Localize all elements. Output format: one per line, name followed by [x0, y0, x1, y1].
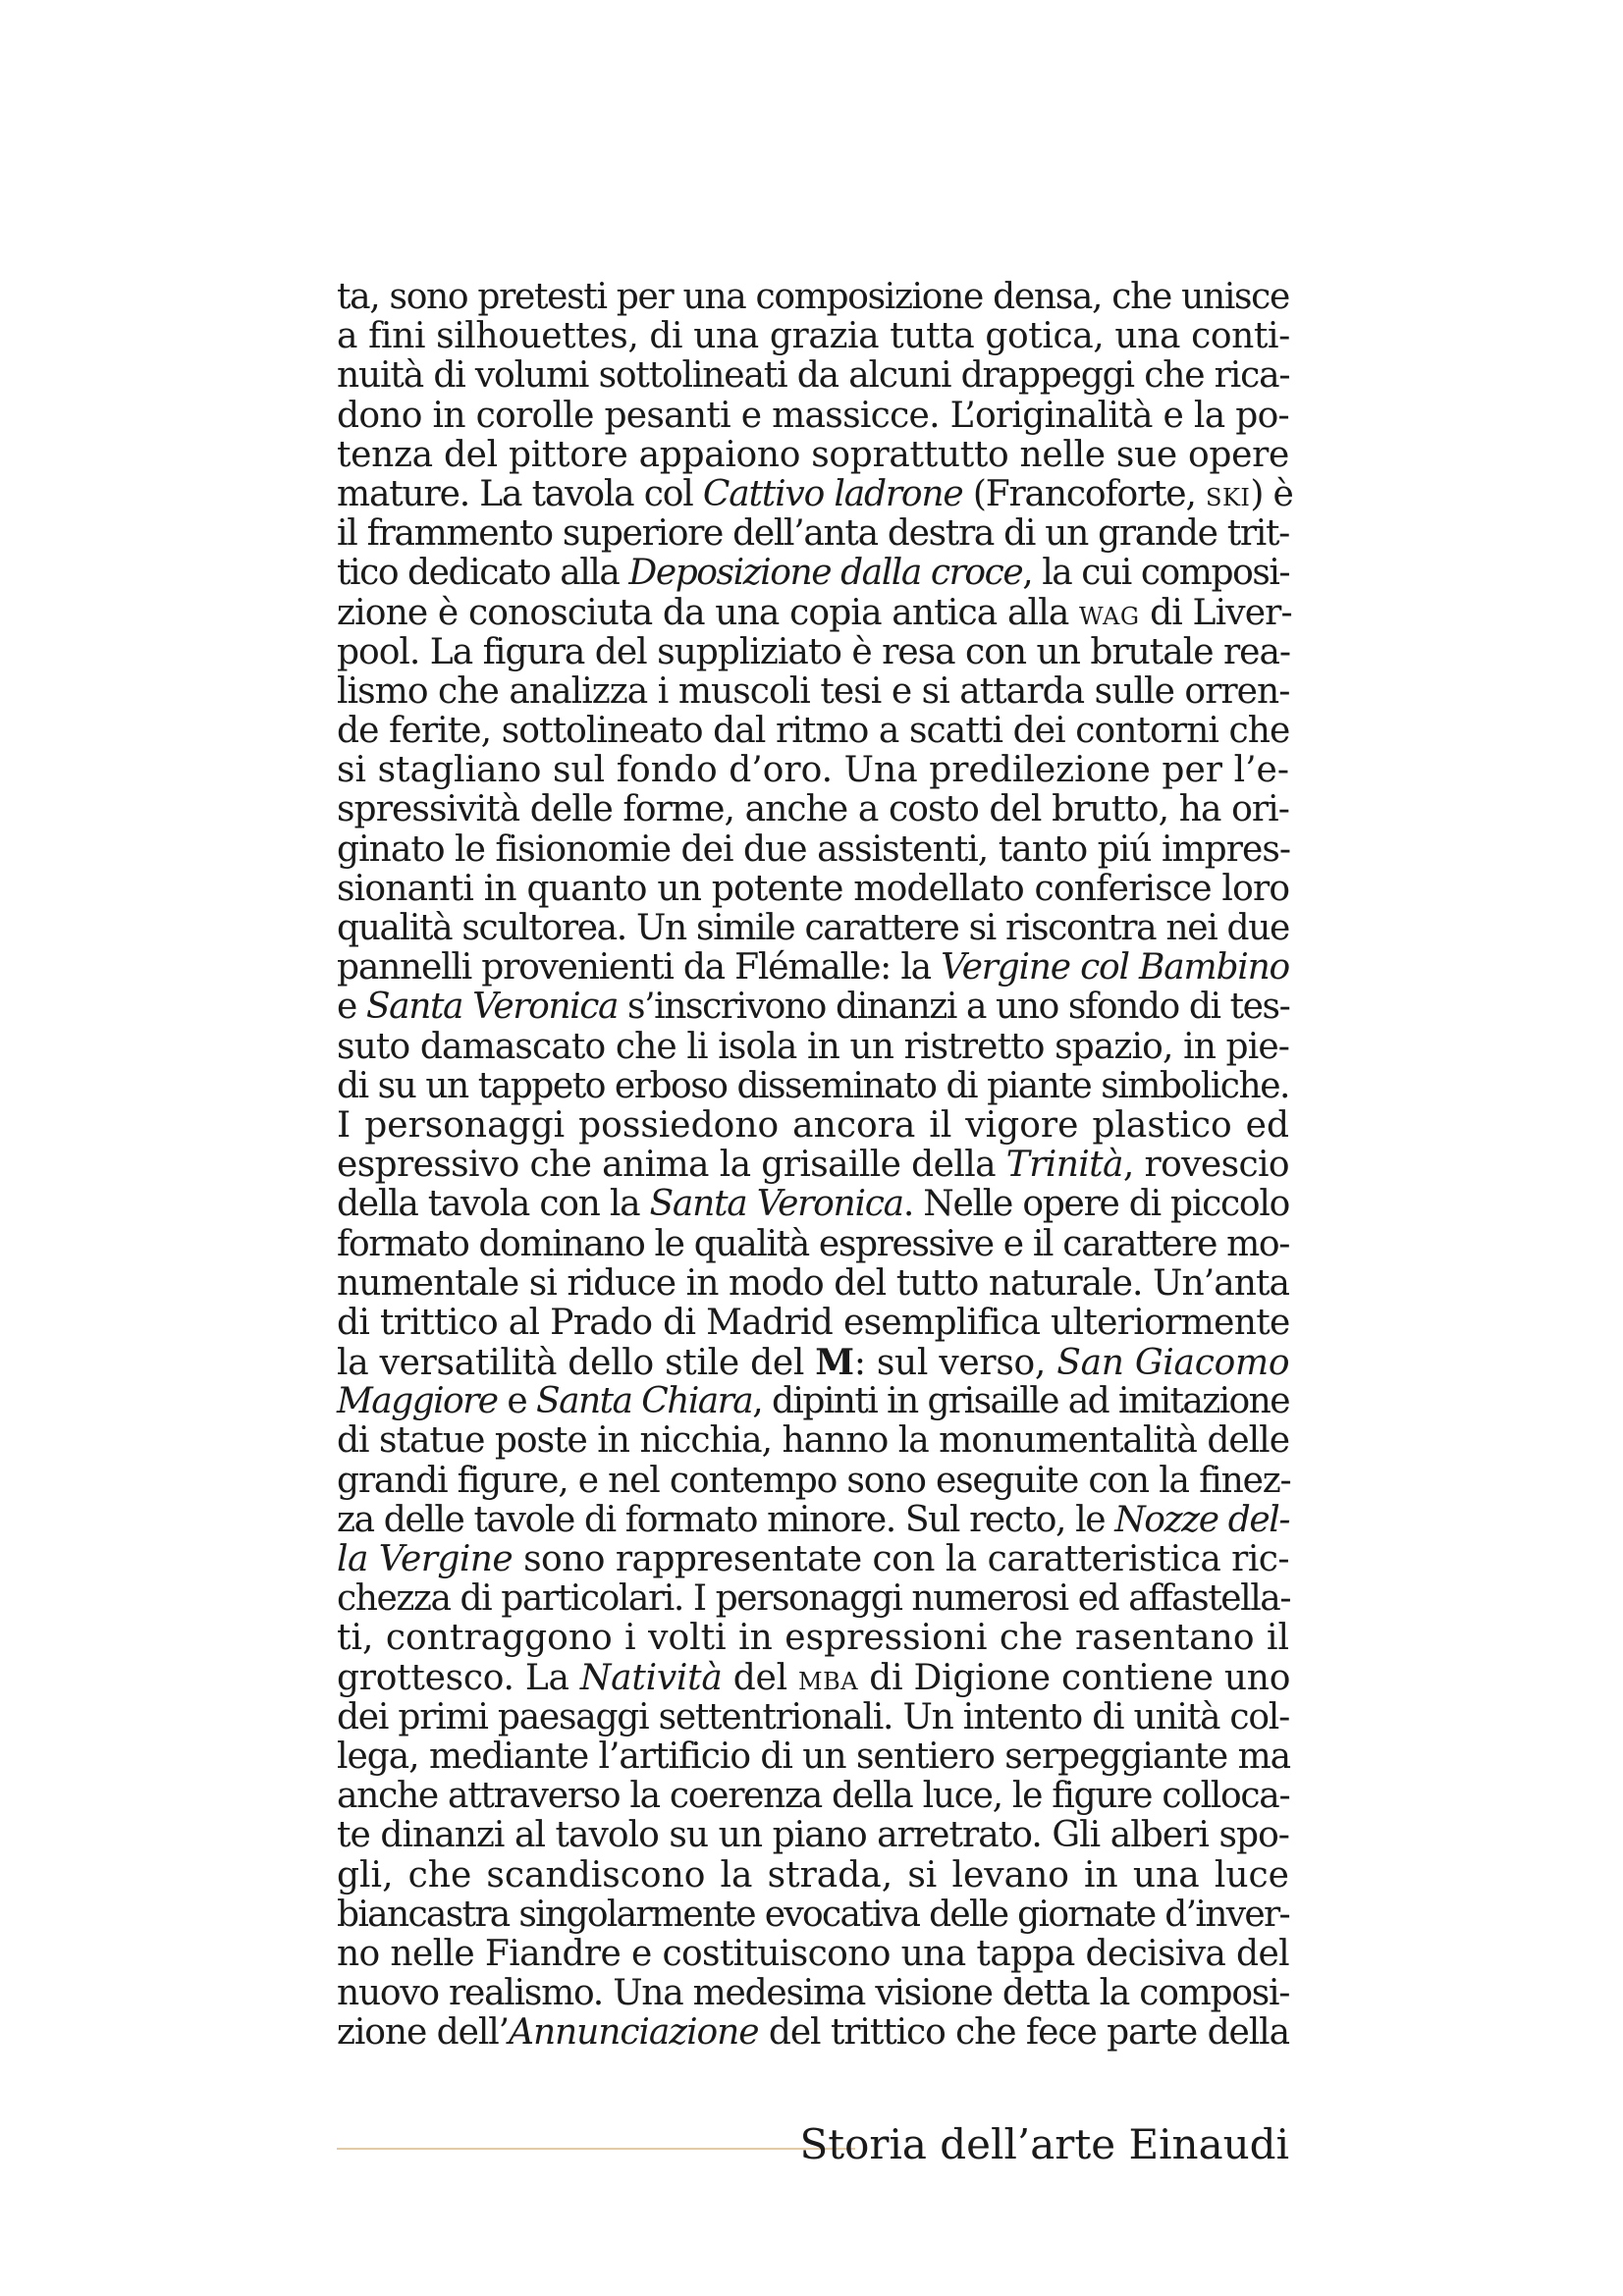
text-segment: ti, contraggono i volti in espressioni che rasentano il [337, 1618, 1289, 1659]
text-line [337, 712, 1289, 751]
small-caps-text: wag [1079, 593, 1140, 633]
text-segment: sono rappresentate con la caratteristica ric- [513, 1539, 1289, 1579]
text-segment: I personaggi possiedono ancora il vigore plastico ed [337, 1104, 1289, 1146]
italic-text: Santa Chiara [536, 1381, 753, 1422]
text-line [337, 909, 1289, 948]
text-segment: pannelli provenienti da Flémalle: la [337, 947, 942, 988]
text-segment: spressività delle forme, anche a costo del brutto, ha ori- [337, 789, 1289, 830]
text-segment: della tavola con la [337, 1184, 650, 1225]
small-caps-text: mba [798, 1658, 859, 1698]
text-segment: nuovo realismo. Una medesima visione detta la composi- [337, 1973, 1290, 2014]
text-segment: zione è conosciuta da una copia antica alla [337, 592, 1080, 633]
text-line [337, 1540, 1289, 1579]
text-segment: grottesco. La [337, 1657, 580, 1698]
text-line [337, 1579, 1289, 1619]
text-line [337, 790, 1289, 829]
text-segment: zione dell’ [337, 2012, 510, 2054]
text-segment: e [337, 987, 366, 1028]
text-line [337, 1856, 1289, 1896]
text-segment: ) è [1250, 473, 1293, 514]
text-line [337, 1421, 1289, 1461]
text-line [337, 1028, 1289, 1067]
text-segment: di Digione contiene uno [858, 1657, 1291, 1698]
text-segment: lismo che analizza i muscoli tesi e si attarda sulle orren- [337, 670, 1290, 712]
text-segment: sionanti in quanto un potente modellato conferisce loro [337, 868, 1290, 909]
text-segment: di statue poste in nicchia, hanno la monumentalità delle [337, 1420, 1289, 1462]
text-segment: pool. La figura del suppliziato è resa con un brutale rea- [337, 631, 1291, 672]
text-line [337, 436, 1289, 475]
text-segment: : sul verso, [853, 1343, 1057, 1384]
text-line [337, 554, 1289, 593]
text-segment: , rovescio [1122, 1145, 1289, 1186]
text-segment: suto damascato che li isola in un ristretto spazio, in pie- [337, 1026, 1290, 1067]
text-line [337, 1185, 1289, 1224]
text-line [337, 1225, 1289, 1264]
text-segment: dei primi paesaggi settentrionali. Un intento di unità col- [337, 1696, 1289, 1737]
text-segment: za delle tavole di formato minore. Sul recto, le [337, 1499, 1115, 1540]
text-segment: del [722, 1657, 799, 1698]
text-line [337, 633, 1289, 672]
text-segment: di su un tappeto erboso disseminato di piante simboliche. [337, 1065, 1289, 1106]
text-line [337, 988, 1289, 1027]
text-line [337, 751, 1289, 790]
footer-title: Storia dell’arte Einaudi [799, 2120, 1289, 2168]
text-line [337, 1619, 1289, 1658]
text-line [337, 870, 1289, 909]
text-segment: dono in corolle pesanti e massicce. L’originalità e la po- [337, 395, 1289, 436]
text-line [337, 473, 1293, 514]
italic-text: la Vergine [337, 1539, 514, 1579]
italic-text: Santa Veronica [365, 987, 619, 1028]
italic-text: Maggiore [337, 1381, 498, 1422]
text-segment: . Nelle opere di piccolo [902, 1184, 1289, 1225]
text-segment: mature. La tavola col [337, 473, 703, 514]
text-segment: nuità di volumi sottolineati da alcuni drappeggi che rica- [337, 355, 1290, 397]
italic-text: Nozze del- [1114, 1499, 1290, 1540]
footer-rule [337, 2148, 855, 2150]
italic-text: Annunciazione [509, 2012, 759, 2054]
text-line [337, 948, 1289, 988]
italic-text: Natività [579, 1657, 723, 1698]
text-line [337, 1343, 1289, 1382]
text-segment: biancastra singolarmente evocativa delle giornate d’inver- [337, 1894, 1289, 1935]
text-segment: di Liver- [1139, 592, 1292, 633]
text-segment: s’inscrivono dinanzi a uno sfondo di tes- [618, 987, 1290, 1028]
text-segment: ta, sono pretesti per una composizione densa, che unisce [337, 277, 1289, 317]
text-segment: qualità scultorea. Un simile carattere si riscontra nei due [337, 908, 1290, 948]
text-segment: , la cui composi- [1022, 553, 1290, 594]
text-segment: no nelle Fiandre e costituiscono una tappa decisiva del [337, 1933, 1289, 1974]
text-segment: numentale si riduce in modo del tutto naturale. Un’anta [337, 1262, 1289, 1304]
text-line [337, 1737, 1289, 1777]
text-line [337, 1462, 1289, 1501]
text-line [337, 1501, 1289, 1540]
text-segment: de ferite, sottolineato dal ritmo a scatti dei contorni che [337, 711, 1290, 752]
text-line [337, 1382, 1289, 1421]
text-segment: gli, che scandiscono la strada, si levano in una luce [337, 1854, 1289, 1896]
text-line [337, 2013, 1289, 2053]
text-line [337, 672, 1289, 712]
text-line [337, 356, 1289, 396]
text-segment: del trittico che fece parte della [758, 2012, 1289, 2054]
text-line [337, 1659, 1289, 1698]
text-line [337, 514, 1289, 554]
italic-text: Trinità [1005, 1145, 1123, 1186]
text-line [337, 1777, 1289, 1816]
page-footer [337, 2115, 1289, 2174]
italic-text: San Giacomo [1056, 1343, 1290, 1384]
text-segment: anche attraverso la coerenza della luce, le figure colloca- [337, 1776, 1290, 1817]
text-line [337, 1935, 1289, 1974]
text-segment: (Francoforte, [962, 473, 1206, 514]
text-line [337, 278, 1289, 317]
text-segment: tenza del pittore appaiono soprattutto nelle sue opere [337, 434, 1290, 475]
body-text [337, 277, 1293, 2054]
text-segment: il frammento superiore dell’anta destra di un grande trit- [337, 513, 1289, 555]
text-segment: di trittico al Prado di Madrid esemplifica ulteriormente [337, 1302, 1290, 1343]
small-caps-text: ski [1206, 474, 1251, 514]
text-line [337, 1698, 1289, 1737]
italic-text: Vergine col Bambino [941, 947, 1290, 988]
text-segment: ginato le fisionomie dei due assistenti, tanto piú impres- [337, 828, 1291, 870]
text-segment: lega, mediante l’artificio di un sentiero serpeggiante ma [337, 1735, 1291, 1777]
italic-text: Santa Veronica [649, 1184, 903, 1225]
text-segment: si stagliano sul fondo d’oro. Una predilezione per l’e- [337, 750, 1289, 791]
text-line [337, 1146, 1289, 1185]
text-segment: grandi figure, e nel contempo sono eseguite con la finez- [337, 1460, 1291, 1501]
text-segment: espressivo che anima la grisaille della [337, 1145, 1006, 1186]
text-segment: tico dedicato alla [337, 553, 629, 594]
text-line [337, 1106, 1289, 1146]
text-line [337, 1974, 1289, 2013]
text-segment: te dinanzi al tavolo su un piano arretrato. Gli alberi spo- [337, 1815, 1289, 1856]
text-segment: la versatilità dello stile del [337, 1343, 816, 1384]
text-line [337, 1304, 1289, 1343]
text-segment: , dipinti in grisaille ad imitazione [752, 1381, 1289, 1422]
text-segment: a fini silhouettes, di una grazia tutta gotica, una conti- [337, 316, 1290, 357]
text-line [337, 1896, 1289, 1935]
italic-text: Cattivo ladrone [702, 473, 963, 514]
text-line [337, 317, 1289, 356]
text-line [337, 592, 1292, 633]
text-line [337, 397, 1289, 436]
text-line [337, 1264, 1289, 1304]
bold-text: M [815, 1342, 854, 1384]
text-segment: e [497, 1381, 537, 1422]
text-segment: chezza di particolari. I personaggi numerosi ed affastella- [337, 1578, 1291, 1620]
text-line [337, 830, 1289, 870]
italic-text: Deposizione dalla croce [628, 553, 1023, 594]
text-segment: formato dominano le qualità espressive e il carattere mo- [337, 1223, 1289, 1264]
text-line [337, 1067, 1289, 1106]
text-line [337, 1816, 1289, 1855]
